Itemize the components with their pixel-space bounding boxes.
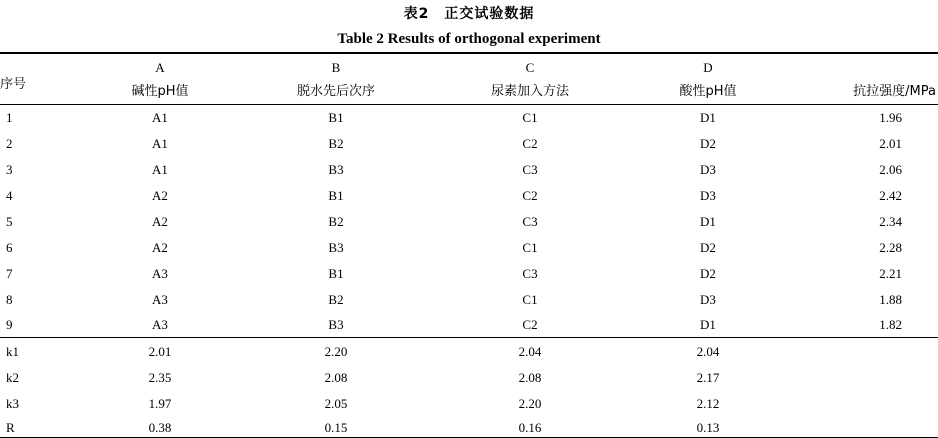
stats-d: 2.17 — [696, 370, 720, 385]
cell-a: A3 — [152, 266, 168, 281]
result-header: 抗拉强度/MPa — [853, 84, 936, 99]
cell-c: C3 — [522, 162, 538, 177]
cell-d: D1 — [700, 317, 716, 332]
cell-c: C1 — [522, 292, 538, 307]
stats-d: 2.12 — [696, 396, 720, 411]
stats-b: 2.08 — [324, 370, 348, 385]
cell-c: C3 — [522, 214, 538, 229]
table-stats-rule — [0, 337, 938, 338]
stats-a: 1.97 — [148, 396, 172, 411]
row-index: 2 — [6, 136, 13, 151]
cell-d: D3 — [700, 292, 716, 307]
row-index: 1 — [6, 110, 13, 125]
row-index: 5 — [6, 214, 13, 229]
cell-b: B3 — [328, 317, 344, 332]
stats-a: 2.01 — [148, 344, 172, 359]
row-index: 8 — [6, 292, 13, 307]
cell-b: B1 — [328, 266, 344, 281]
stats-b: 2.20 — [324, 344, 348, 359]
cell-a: A2 — [152, 240, 168, 255]
cell-d: D2 — [700, 266, 716, 281]
factor-a-letter: A — [155, 60, 165, 75]
cell-c: C2 — [522, 136, 538, 151]
factor-b-letter: B — [331, 60, 341, 75]
cell-c: C2 — [522, 317, 538, 332]
cell-c: C2 — [522, 188, 538, 203]
cell-strength: 2.42 — [879, 188, 902, 203]
cell-b: B2 — [328, 214, 344, 229]
cell-strength: 1.82 — [879, 317, 902, 332]
factor-d-name: 酸性pH值 — [679, 84, 737, 99]
cell-a: A1 — [152, 136, 168, 151]
factor-d-letter: D — [703, 60, 713, 75]
factor-b-name: 脱水先后次序 — [296, 84, 375, 99]
cell-c: C1 — [522, 240, 538, 255]
row-index: 3 — [6, 162, 13, 177]
table-title-english: Table 2 Results of orthogonal experiment — [337, 31, 601, 47]
table-header-rule — [0, 104, 938, 105]
cell-b: B3 — [328, 240, 344, 255]
stats-c: 0.16 — [518, 420, 542, 435]
cell-b: B1 — [328, 188, 344, 203]
factor-c-letter: C — [525, 60, 535, 75]
cell-a: A2 — [152, 188, 168, 203]
stats-d: 2.04 — [696, 344, 720, 359]
cell-d: D2 — [700, 240, 716, 255]
row-index: 7 — [6, 266, 13, 281]
cell-b: B1 — [328, 110, 344, 125]
stats-label: k1 — [6, 344, 19, 359]
row-index: 9 — [6, 317, 13, 332]
stats-c: 2.04 — [518, 344, 542, 359]
stats-a: 2.35 — [148, 370, 172, 385]
stats-b: 0.15 — [324, 420, 348, 435]
stats-label: k3 — [6, 396, 19, 411]
stats-c: 2.20 — [518, 396, 542, 411]
cell-strength: 1.96 — [879, 110, 902, 125]
row-index: 6 — [6, 240, 13, 255]
cell-strength: 2.28 — [879, 240, 902, 255]
stats-label: k2 — [6, 370, 19, 385]
index-header: 序号 — [0, 77, 27, 92]
cell-strength: 1.88 — [879, 292, 902, 307]
cell-a: A3 — [152, 292, 168, 307]
factor-c-name: 尿素加入方法 — [490, 84, 569, 99]
stats-d: 0.13 — [696, 420, 720, 435]
cell-d: D3 — [700, 162, 716, 177]
cell-a: A2 — [152, 214, 168, 229]
cell-d: D1 — [700, 110, 716, 125]
cell-strength: 2.01 — [879, 136, 902, 151]
cell-d: D3 — [700, 188, 716, 203]
stats-label: R — [6, 420, 15, 435]
cell-c: C3 — [522, 266, 538, 281]
row-index: 4 — [6, 188, 13, 203]
cell-b: B2 — [328, 292, 344, 307]
cell-b: B3 — [328, 162, 344, 177]
table-top-rule — [0, 52, 938, 54]
cell-strength: 2.34 — [879, 214, 902, 229]
stats-b: 2.05 — [324, 396, 348, 411]
cell-c: C1 — [522, 110, 538, 125]
cell-b: B2 — [328, 136, 344, 151]
stats-c: 2.08 — [518, 370, 542, 385]
cell-d: D2 — [700, 136, 716, 151]
cell-a: A1 — [152, 162, 168, 177]
cell-a: A1 — [152, 110, 168, 125]
cell-d: D1 — [700, 214, 716, 229]
cell-strength: 2.21 — [879, 266, 902, 281]
factor-a-name: 碱性pH值 — [131, 84, 189, 99]
cell-a: A3 — [152, 317, 168, 332]
cell-strength: 2.06 — [879, 162, 902, 177]
stats-a: 0.38 — [148, 420, 172, 435]
table-title-chinese: 表2 正交试验数据 — [403, 6, 535, 22]
